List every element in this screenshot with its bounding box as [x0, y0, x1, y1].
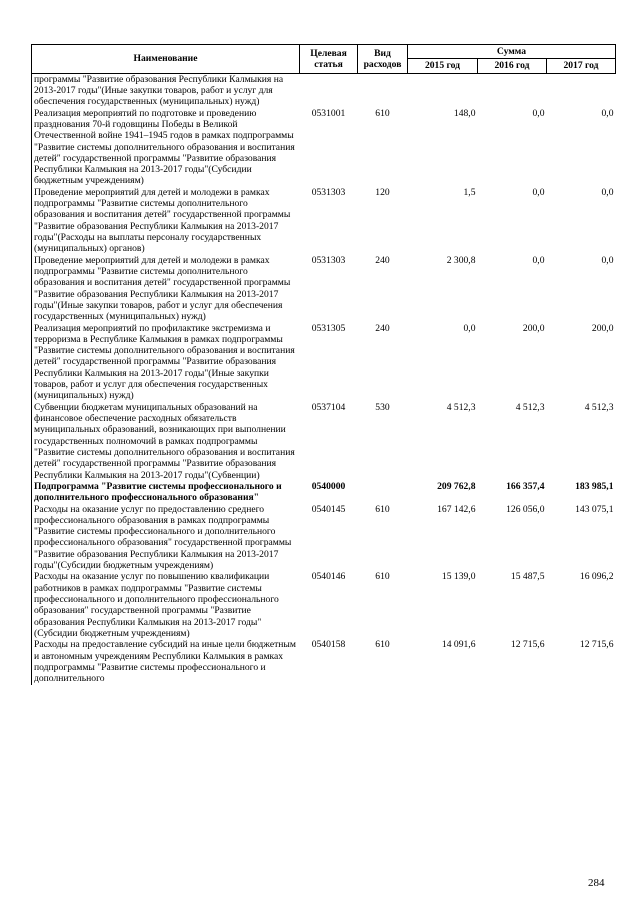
row-sum-2016: 0,0: [532, 254, 545, 266]
header-year-2015: 2015 год: [408, 59, 478, 73]
row-target-article: 0531303: [311, 254, 346, 266]
row-sum-2017: 200,0: [591, 322, 614, 334]
budget-table: [31, 44, 616, 685]
row-expense-type: 120: [375, 186, 390, 198]
header-year-2017: 2017 год: [547, 59, 616, 73]
row-sum-2015: 15 139,0: [441, 571, 476, 583]
row-expense-type: [358, 73, 408, 107]
table-row: [32, 571, 616, 639]
row-name: Субвенции бюджетам муниципальных образований на финансовое обеспечение расходных обязательств муниципальных образований, возникающих при выполнении государственных полномочий в рамках подпрограммы "Развитие системы дополнительного образования и воспитания детей" государственной программы "Развитие образования Республики Калмыкия на 2013-2017 годы"(Субвенции): [34, 401, 295, 481]
table-row: [32, 323, 616, 402]
row-expense-type: 610: [375, 639, 390, 651]
row-target-article: 0531001: [311, 107, 346, 119]
row-sum-2016: 15 487,5: [510, 571, 545, 583]
header-name: Наименование: [32, 45, 300, 74]
row-sum-2017: 0,0: [601, 186, 614, 198]
row-name: Подпрограмма "Развитие системы профессионального и дополнительного профессионального образования": [34, 480, 282, 504]
row-target-article: 0540158: [311, 639, 346, 651]
table-row: [32, 108, 616, 187]
table-row: [32, 187, 616, 255]
row-name: Проведение мероприятий для детей и молодежи в рамках подпрограммы "Развитие системы дополнительного образования и воспитания детей" государственной программы "Развитие образования Республики Калмыкия на 2013-2017 годы"(Иные закупки товаров, работ и услуг для обеспечения государственных (муниципальных) нужд): [34, 254, 291, 323]
row-target-article: 0540146: [311, 571, 346, 583]
row-expense-type: 610: [375, 107, 390, 119]
row-name: Расходы на предоставление субсидий на иные цели бюджетным и автономным учреждениям Республики Калмыкия в рамках подпрограммы "Развитие системы профессионального и дополнительного: [34, 639, 296, 685]
row-expense-type: 240: [375, 322, 390, 334]
page-number: 284: [588, 877, 605, 889]
header-year-2016: 2016 год: [478, 59, 547, 73]
row-sum-2017: 0,0: [601, 107, 614, 119]
row-expense-type: 530: [375, 401, 390, 413]
row-expense-type: 610: [375, 571, 390, 583]
row-sum-2017: 4 512,3: [584, 401, 614, 413]
row-sum-2016: 0,0: [532, 186, 545, 198]
row-sum-2015: 1,5: [463, 186, 476, 198]
row-sum-2017: 0,0: [601, 254, 614, 266]
row-sum-2016: 4 512,3: [515, 401, 545, 413]
row-sum-2017: 143 075,1: [575, 503, 614, 515]
row-expense-type: 240: [375, 254, 390, 266]
row-sum-2016: 0,0: [532, 107, 545, 119]
row-sum-2016: 12 715,6: [510, 639, 545, 651]
row-name: Реализация мероприятий по подготовке и проведению празднования 70-й годовщины Победы в Великой Отечественной войне 1941–1945 годов в рамках подпрограммы "Развитие системы дополнительного образования и воспитания детей" государственной программы "Развитие образования Республики Калмыкия на 2013-2017 годы"(Субсидии бюджетным учреждениям): [34, 107, 295, 187]
table-row: [32, 504, 616, 572]
row-expense-type: 610: [375, 503, 390, 515]
row-sum-2015: 209 762,8: [437, 480, 476, 492]
row-sum-2016: 200,0: [522, 322, 545, 334]
row-sum-2017: 16 096,2: [579, 571, 614, 583]
header-target-article: Целевая статья: [300, 45, 358, 74]
header-sum: Сумма: [408, 45, 616, 59]
table-row: [32, 481, 616, 504]
row-expense-type: [358, 481, 408, 504]
row-sum-2015: 14 091,6: [441, 639, 476, 651]
row-sum-2017: 183 985,1: [575, 480, 614, 492]
row-name: Проведение мероприятий для детей и молодежи в рамках подпрограммы "Развитие системы дополнительного образования и воспитания детей" государственной программы "Развитие образования Республики Калмыкия на 2013-2017 годы"(Расходы на выплаты персоналу государственных (муниципальных) органов): [34, 186, 291, 255]
row-sum-2015: 0,0: [463, 322, 476, 334]
row-sum-2016: 166 357,4: [506, 480, 545, 492]
table-header: [32, 45, 616, 74]
row-sum-2017: 12 715,6: [579, 639, 614, 651]
row-target-article: 0531305: [311, 322, 346, 334]
table-row: [32, 402, 616, 481]
table-row: [32, 639, 616, 684]
row-name: программы "Развитие образования Республики Калмыкия на 2013-2017 годы"(Иные закупки товаров, работ и услуг для обеспечения государственных (муниципальных) нужд): [34, 73, 284, 108]
table-row: [32, 73, 616, 107]
row-sum-2016: 126 056,0: [506, 503, 545, 515]
row-sum-2015: 167 142,6: [437, 503, 476, 515]
row-name: Расходы на оказание услуг по повышению квалификации работников в рамках подпрограммы "Развитие системы профессионального и дополнительного профессионального образования" государственной программы "Развитие образования Республики Калмыкия на 2013-2017 годы"(Субсидии бюджетным учреждениям): [34, 571, 279, 639]
header-expense-type: Вид расходов: [358, 45, 408, 74]
row-sum-2017: [547, 73, 616, 107]
row-target-article: 0531303: [311, 186, 346, 198]
row-sum-2016: [478, 73, 547, 107]
row-name: Реализация мероприятий по профилактике экстремизма и терроризма в Республике Калмыкия в рамках подпрограммы "Развитие системы дополнительного образования и воспитания детей" государственной программы "Развитие образования Республики Калмыкия на 2013-2017 годы"(Иные закупки товаров, работ и услуг для обеспечения государственных (муниципальных) нужд): [34, 322, 295, 402]
row-target-article: [300, 73, 358, 107]
row-target-article: 0540000: [311, 480, 346, 492]
row-target-article: 0540145: [311, 503, 346, 515]
row-sum-2015: 4 512,3: [446, 401, 476, 413]
table-body: [32, 73, 616, 684]
row-name: Расходы на оказание услуг по предоставлению среднего профессионального образования в рамках подпрограммы "Развитие системы профессионального и дополнительного профессионального образования" государственной программы "Развитие образования Республики Калмыкия на 2013-2017 годы"(Субсидии бюджетным учреждениям): [34, 503, 292, 572]
row-target-article: 0537104: [311, 401, 346, 413]
row-sum-2015: 2 300,8: [446, 254, 476, 266]
row-sum-2015: [408, 73, 478, 107]
row-sum-2015: 148,0: [453, 107, 476, 119]
table-row: [32, 255, 616, 323]
